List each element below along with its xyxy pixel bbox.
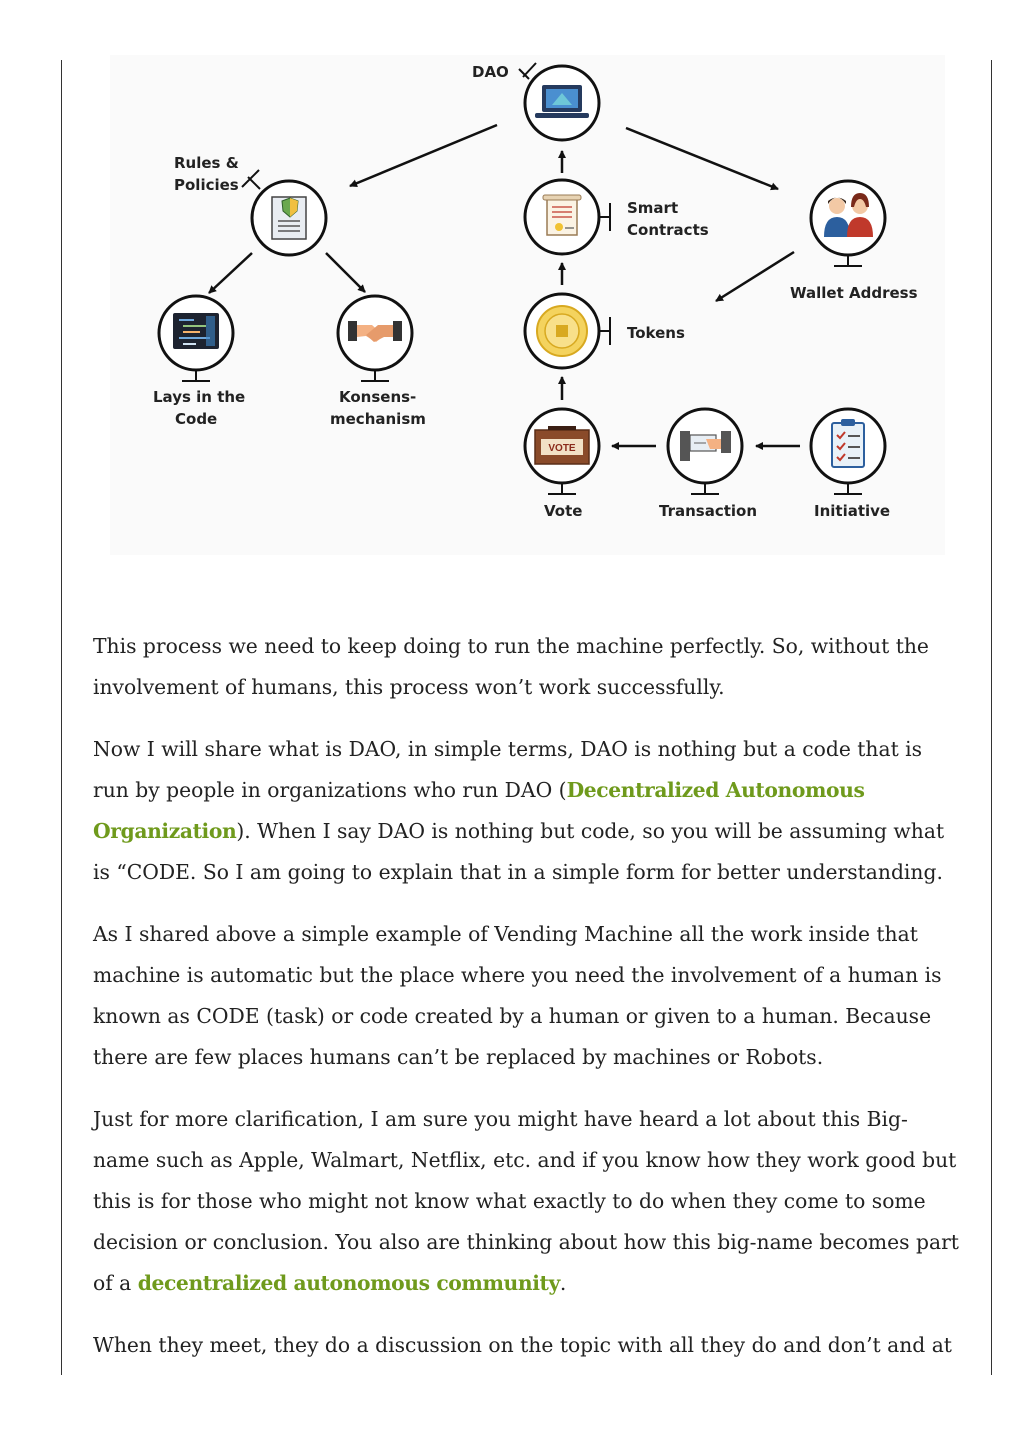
paragraph-4-text-before: Just for more clarification, I am sure you might have heard a lot about this Big-name such as Apple, Walmart, Netflix, etc. and if you know how they work good but this is for those who might not know what exactly to do when they come to some decision or conclusion. You also are thinking about how this big-name becomes part of a: [93, 1107, 959, 1295]
svg-text:Code: Code: [175, 410, 218, 428]
code-screen-icon: [173, 313, 219, 349]
paragraph-3: [93, 914, 963, 1078]
arrow-wallet-to-tokens: [716, 252, 794, 301]
node-transaction: [659, 409, 757, 520]
checklist-icon: [832, 419, 864, 467]
article-body: [93, 626, 963, 1387]
node-wallet-address: [790, 181, 918, 302]
paragraph-5-text: When they meet, they do a discussion on the topic with all they do and don’t and at: [93, 1333, 952, 1357]
svg-text:Lays in the: Lays in the: [153, 388, 246, 406]
scroll-contract-icon: [543, 195, 581, 235]
svg-text:Tokens: Tokens: [627, 324, 685, 342]
node-tokens: [525, 294, 685, 368]
ballot-box-icon: [535, 426, 589, 464]
node-initiative: [811, 409, 890, 520]
right-border-line: [991, 60, 992, 1375]
paragraph-1: [93, 626, 963, 708]
node-lays-in-code: [153, 296, 245, 428]
svg-text:Wallet Address: Wallet Address: [790, 284, 918, 302]
arrow-dao-to-wallet: [626, 128, 778, 189]
svg-text:Policies: Policies: [174, 176, 239, 194]
arrow-dao-to-rules: [350, 125, 497, 186]
svg-text:Transaction: Transaction: [659, 502, 758, 520]
node-rules-policies: [174, 154, 326, 255]
paragraph-1-text: This process we need to keep doing to run the machine perfectly. So, without the involvement of humans, this process won’t work successfully.: [93, 634, 929, 699]
svg-text:Contracts: Contracts: [627, 221, 709, 239]
dao-link[interactable]: Decentralized Autonomous Organization: [93, 778, 865, 843]
paragraph-3-text: As I shared above a simple example of Vending Machine all the work inside that machine is automatic but the place where you need the involvement of a human is known as CODE (task) or code created by a human or given to a human. Because there are few places humans can’t be replaced by machines or Robots.: [93, 922, 942, 1069]
coin-icon: [537, 306, 587, 356]
node-vote: [525, 409, 599, 520]
svg-text:DAO: DAO: [472, 63, 509, 81]
svg-text:Smart: Smart: [627, 199, 679, 217]
node-konsensmechanism: [330, 296, 426, 428]
laptop-icon: [535, 85, 589, 118]
dao-diagram: [110, 55, 945, 555]
paragraph-4-text-after: .: [559, 1271, 567, 1295]
arrow-rules-to-konsens: [326, 253, 365, 292]
diagram-arrows: [209, 125, 800, 446]
paragraph-2-text-before: Now I will share what is DAO, in simple terms, DAO is nothing but a code that is run by people in organizations who run DAO (: [93, 737, 923, 802]
dao-diagram-svg: [110, 55, 945, 555]
svg-text:Rules &: Rules &: [174, 154, 239, 172]
svg-text:VOTE: VOTE: [548, 443, 576, 454]
paragraph-4: [93, 1099, 963, 1304]
svg-text:mechanism: mechanism: [330, 410, 426, 428]
arrow-rules-to-lays: [209, 253, 252, 293]
svg-text:Initiative: Initiative: [814, 502, 891, 520]
decentralized-community-link[interactable]: decentralized autonomous community: [137, 1271, 560, 1295]
svg-text:Vote: Vote: [544, 502, 583, 520]
left-border-line: [61, 60, 62, 1375]
document-shield-icon: [272, 197, 306, 239]
svg-text:Konsens-: Konsens-: [339, 388, 417, 406]
paragraph-5: [93, 1325, 963, 1366]
paragraph-2: [93, 729, 963, 893]
node-smart-contracts: [525, 180, 709, 254]
paragraph-2-text-after: ). When I say DAO is nothing but code, so you will be assuming what is “CODE. So I am going to explain that in a simple form for better understanding.: [93, 819, 945, 884]
